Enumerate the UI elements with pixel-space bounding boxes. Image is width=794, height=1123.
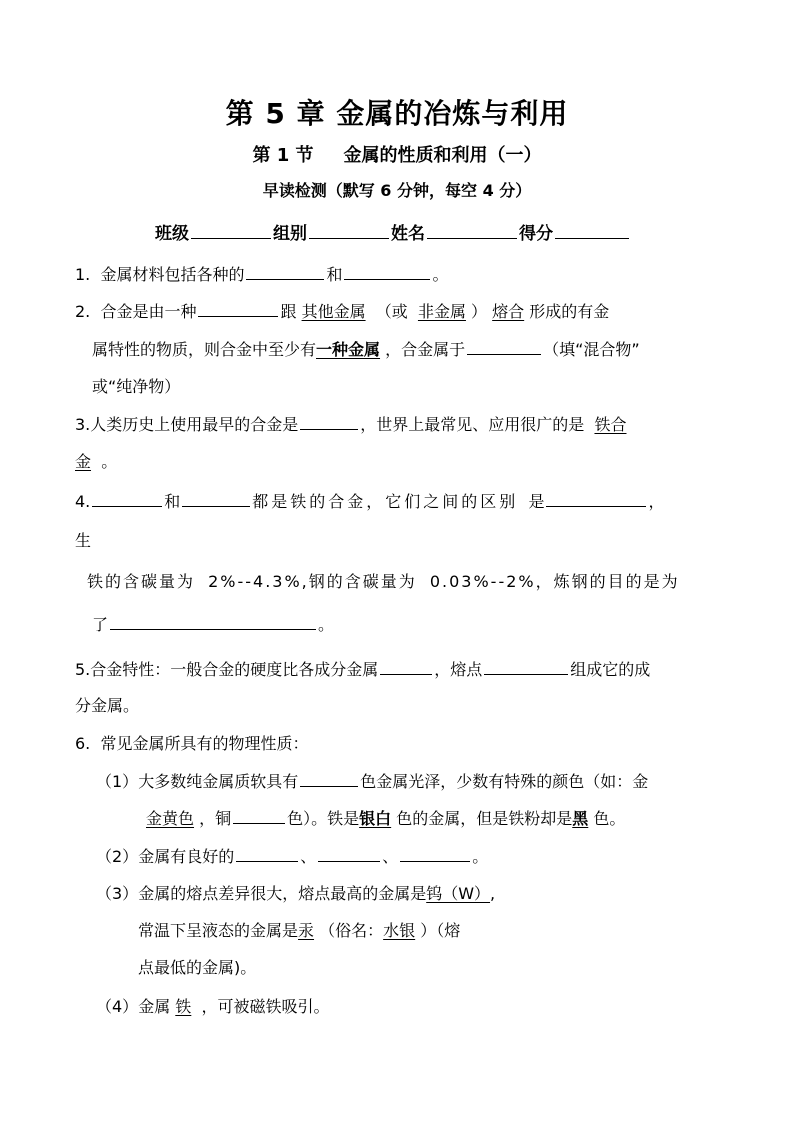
- question-4-line-4: 了 。: [92, 615, 335, 634]
- chapter-title: 第 5 章 金属的冶炼与利用: [225, 97, 569, 130]
- name-blank[interactable]: [427, 222, 517, 239]
- q4-blank-2[interactable]: [182, 490, 250, 507]
- score-label: 得分: [519, 224, 553, 244]
- q6-1-answer-2: 银白: [359, 809, 392, 828]
- q6-3-answer-1: 钨（W）: [426, 884, 491, 903]
- question-6-3-line-2: 常温下呈液态的金属是汞 （俗名：水银 ）（熔: [138, 921, 461, 940]
- question-4-line-3: 铁的含碳量为 2%--4.3%,钢的含碳量为 0.03%--2%，炼钢的目的是为: [87, 572, 680, 591]
- question-6-1-line-2: 金黄色 ，铜 色）。铁是银白 色的金属，但是铁粉却是黑 色。: [146, 809, 626, 828]
- q3-answer-1: 铁合: [594, 415, 627, 434]
- question-6-2: （2）金属有良好的 、 、 。: [96, 847, 489, 866]
- q4-blank-4[interactable]: [110, 613, 316, 630]
- q6-3-answer-2: 汞: [298, 921, 315, 940]
- question-5-line-2: 分金属。: [75, 696, 140, 715]
- question-2-line-2: 属特性的物质，则合金中至少有一种金属 ，合金属于 （填“混合物”: [92, 340, 640, 359]
- q2-answer-3: 熔合: [492, 302, 525, 321]
- q2-answer-1: 其他金属: [301, 302, 366, 321]
- question-6-3-line-1: （3）金属的熔点差异很大，熔点最高的金属是钨（W）,: [96, 884, 496, 903]
- q5-blank-1[interactable]: [380, 658, 432, 675]
- group-label: 组别: [273, 224, 307, 244]
- group-blank[interactable]: [309, 222, 389, 239]
- q1-blank-2[interactable]: [344, 263, 430, 280]
- q6-1-blank-2[interactable]: [233, 807, 285, 824]
- q6-1-answer-3: 黑: [572, 809, 589, 828]
- question-3-line-2: 金 。: [75, 452, 118, 471]
- q3-answer-2: 金: [75, 452, 92, 471]
- question-6-1-line-1: （1）大多数纯金属质软具有 色金属光泽，少数有特殊的颜色（如：金: [96, 772, 649, 791]
- q1-blank-1[interactable]: [246, 263, 324, 280]
- question-4-line-2: 生: [75, 531, 92, 550]
- q6-2-blank-2[interactable]: [318, 845, 380, 862]
- question-6-3-line-3: 点最低的金属)。: [138, 958, 257, 977]
- q6-3-answer-3: 水银: [383, 921, 416, 940]
- q5-blank-2[interactable]: [484, 658, 568, 675]
- q2-blank-1[interactable]: [198, 300, 278, 317]
- q6-4-answer-1: 铁: [175, 997, 192, 1016]
- q2-blank-2[interactable]: [467, 338, 541, 355]
- question-4-line-1: 4. 和 都是铁的合金，它们之间的区别 是 ，: [75, 492, 665, 511]
- q4-blank-3[interactable]: [546, 490, 646, 507]
- class-blank[interactable]: [191, 222, 271, 239]
- student-info-row: [155, 219, 631, 244]
- section-name: 金属的性质和利用（一）: [343, 145, 542, 166]
- section-number: 第 1 节: [252, 145, 314, 166]
- score-blank[interactable]: [555, 222, 629, 239]
- question-2-line-1: 2. 合金是由一种 跟 其他金属 （或 非金属 ） 熔合 形成的有金: [75, 302, 610, 321]
- question-3-line-1: 3.人类历史上使用最早的合金是 ，世界上最常见、应用很广的是 铁合: [75, 415, 627, 434]
- q6-1-blank-1[interactable]: [300, 770, 358, 787]
- question-1: 1. 金属材料包括各种的 和 。: [75, 265, 449, 284]
- question-6-header: 6. 常见金属所具有的物理性质：: [75, 734, 309, 753]
- q3-blank-1[interactable]: [300, 413, 358, 430]
- question-6-4: （4）金属 铁 ，可被磁铁吸引。: [96, 997, 330, 1016]
- class-label: 班级: [155, 224, 189, 244]
- q6-1-answer-1: 金黄色: [146, 809, 195, 828]
- q6-2-blank-3[interactable]: [400, 845, 470, 862]
- q4-blank-1[interactable]: [92, 490, 162, 507]
- name-label: 姓名: [391, 224, 425, 244]
- q6-2-blank-1[interactable]: [236, 845, 298, 862]
- section-title: [0, 141, 794, 167]
- q2-answer-2: 非金属: [417, 302, 466, 321]
- question-5-line-1: 5.合金特性：一般合金的硬度比各成分金属 ，熔点 组成它的成: [75, 660, 651, 679]
- question-2-line-3: 或“纯净物）: [92, 377, 181, 396]
- q2-answer-4: 一种金属: [316, 340, 381, 359]
- quiz-subtitle: 早读检测（默写 6 分钟，每空 4 分）: [262, 181, 532, 200]
